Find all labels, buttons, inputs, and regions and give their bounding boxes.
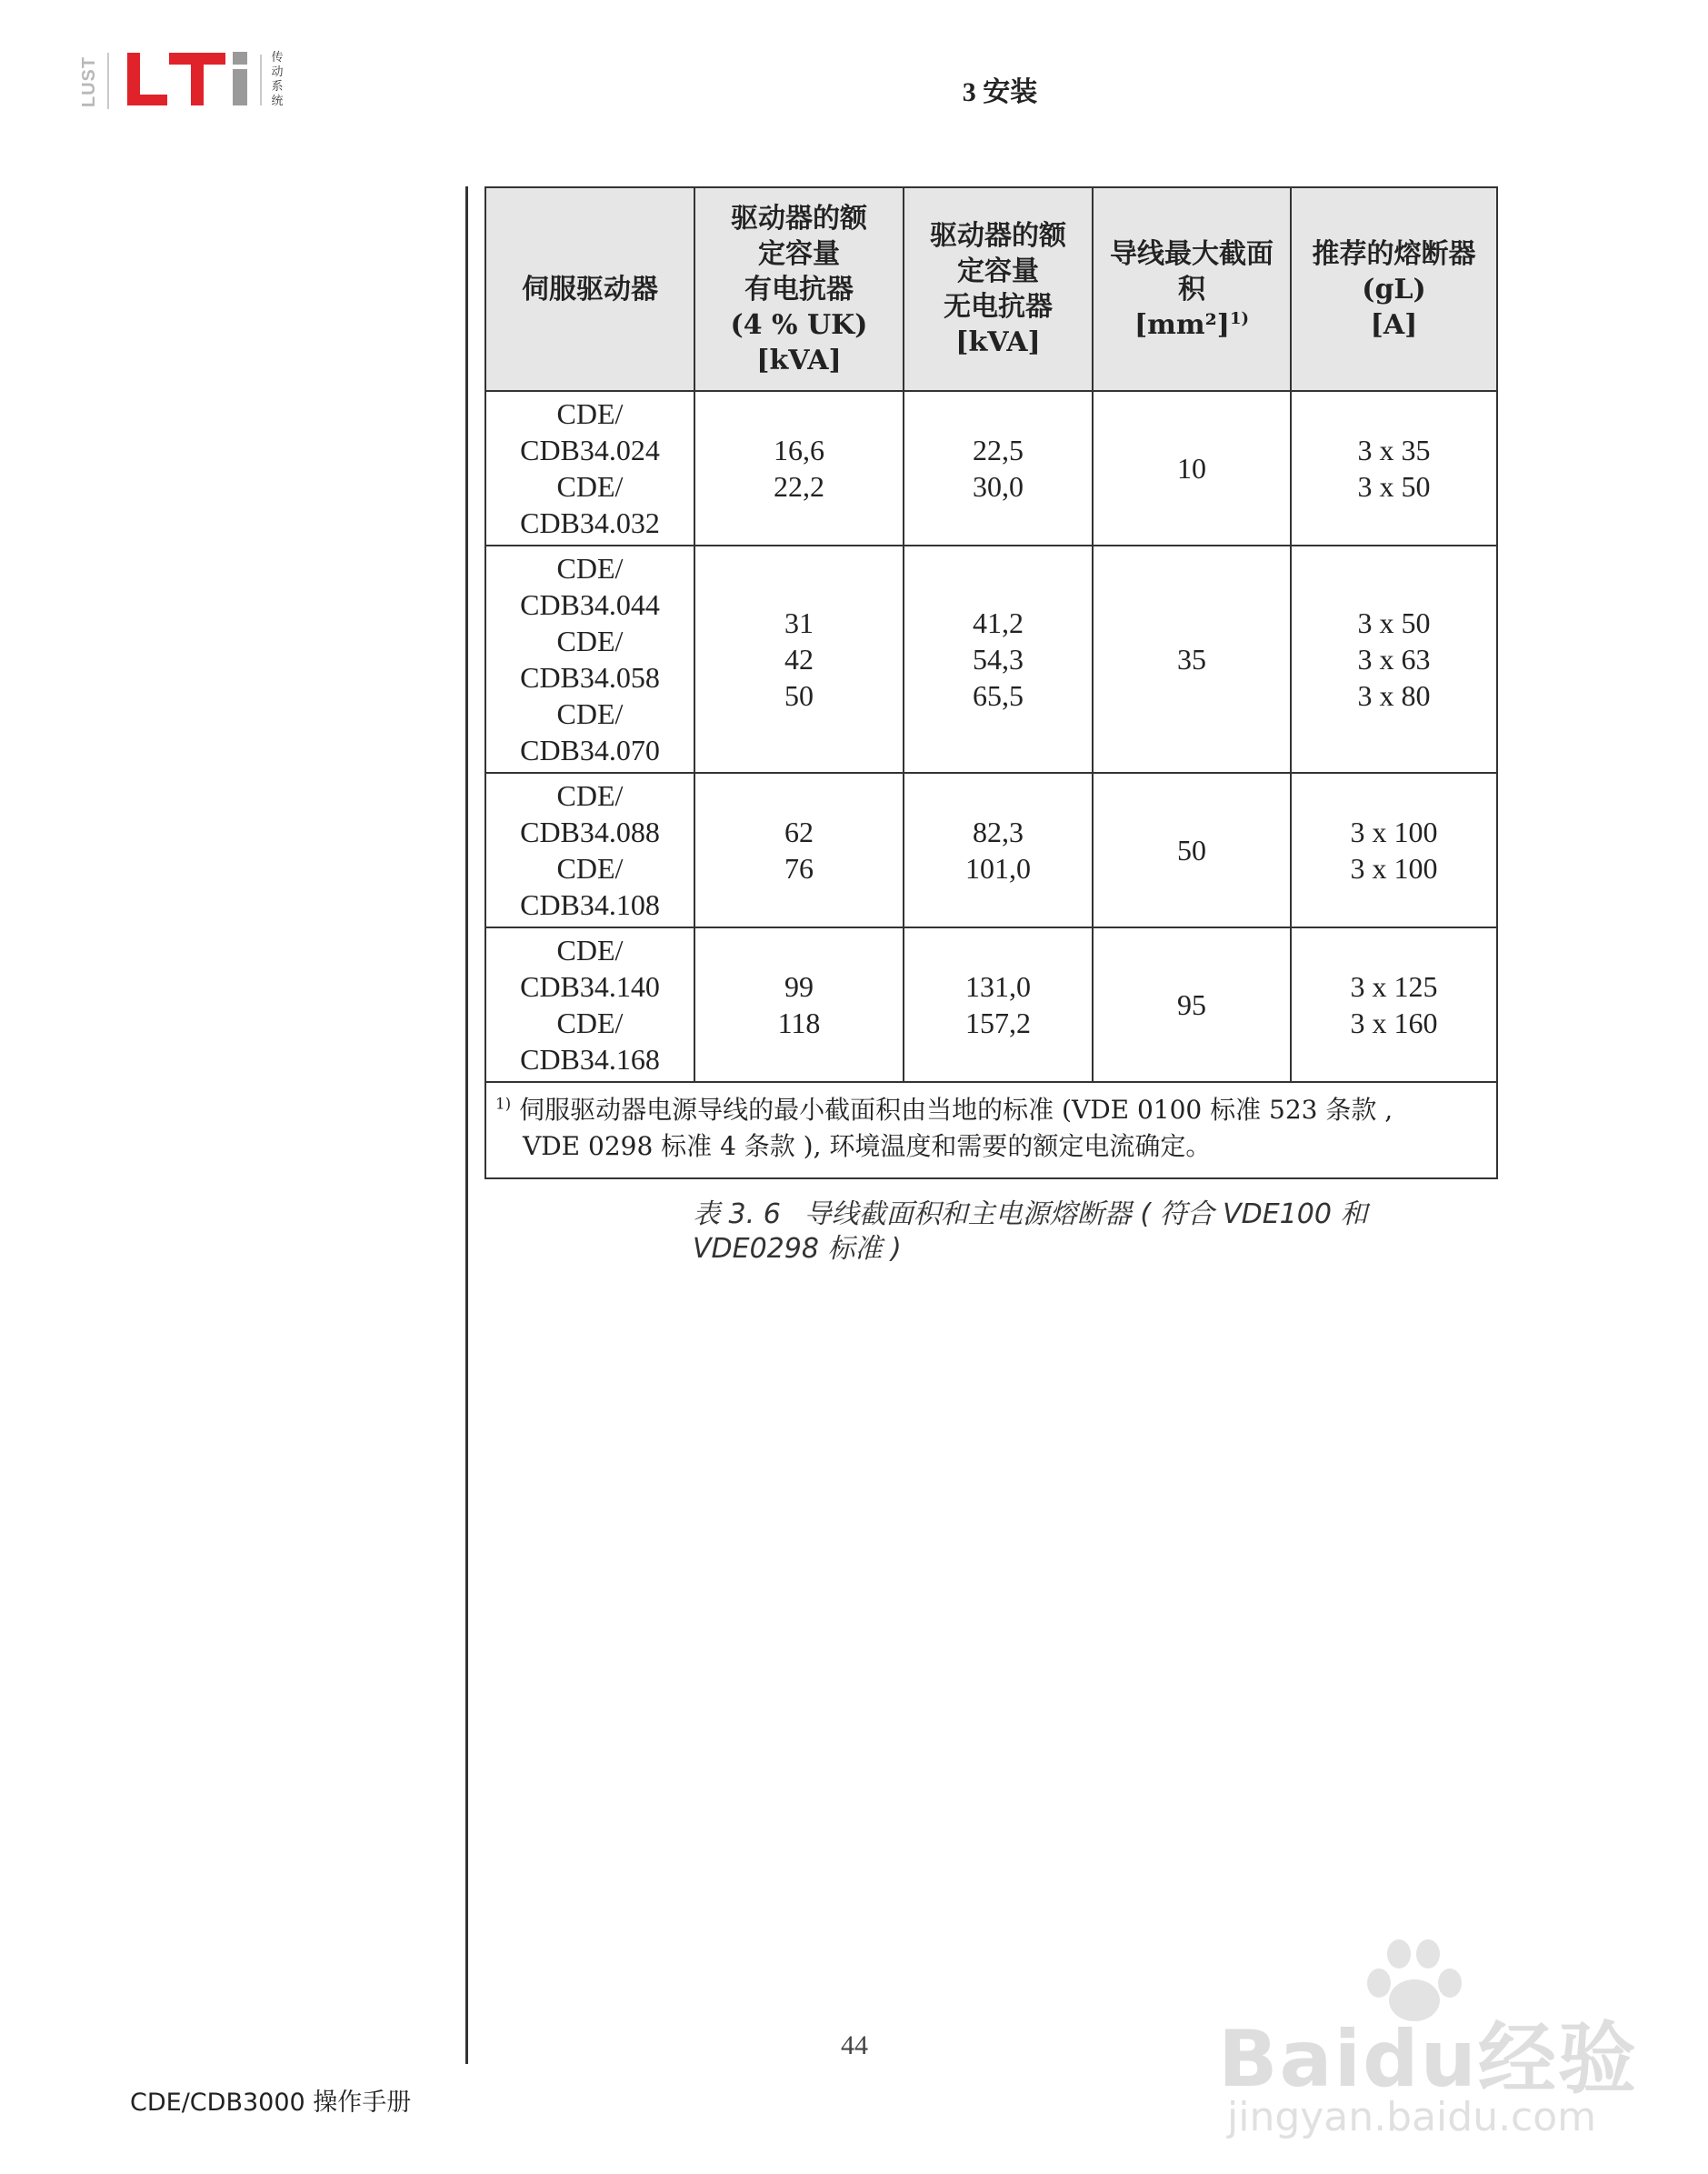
cell-models: CDE/ CDB34.088 CDE/ CDB34.108 — [485, 773, 694, 927]
table-header-row — [485, 187, 1497, 391]
cell-models: CDE/ CDB34.044 CDE/ CDB34.058 CDE/ CDB34.070 — [485, 546, 694, 773]
footnote-line-1: 伺服驱动器电源导线的最小截面积由当地的标准 (VDE 0100 标准 523 条款 , — [519, 1095, 1393, 1125]
footnote-line-2: VDE 0298 标准 4 条款 ), 环境温度和需要的额定电流确定。 — [523, 1131, 1212, 1161]
cell-fuse: 3 x 50 3 x 63 3 x 80 — [1291, 546, 1497, 773]
header-recommended-fuse: 推荐的熔断器 (gL) [A] — [1291, 187, 1497, 391]
lti-letter-l-foot — [127, 95, 167, 105]
manual-title: CDE/CDB3000 操作手册 — [130, 2089, 412, 2117]
spec-table-container — [484, 186, 1496, 1179]
lti-letter-i-dot — [233, 52, 247, 65]
table-footnote — [485, 1082, 1497, 1178]
cell-without-choke: 131,0 157,2 — [904, 927, 1093, 1082]
cell-with-choke: 99 118 — [694, 927, 904, 1082]
cell-cross-section: 95 — [1093, 927, 1291, 1082]
header-servo-drive: 伺服驱动器 — [485, 187, 694, 391]
table-row — [485, 546, 1497, 773]
table-footnote-row — [485, 1082, 1497, 1178]
cell-cross-section: 10 — [1093, 391, 1291, 546]
cell-fuse: 3 x 125 3 x 160 — [1291, 927, 1497, 1082]
cell-fuse: 3 x 100 3 x 100 — [1291, 773, 1497, 927]
header-rating-without-choke: 驱动器的额 定容量 无电抗器 [kVA] — [904, 187, 1093, 391]
table-row — [485, 773, 1497, 927]
logo-tagline: 传动系统 — [271, 51, 284, 108]
margin-rule — [465, 186, 468, 2064]
table-caption — [693, 1197, 1438, 1267]
table-row — [485, 927, 1497, 1082]
cell-without-choke: 22,5 30,0 — [904, 391, 1093, 546]
lust-wordmark: LUST — [78, 55, 99, 108]
section-heading: 3 安装 — [962, 77, 1038, 107]
caption-line-1: 导线截面积和主电源熔断器 ( 符合 VDE100 和 — [804, 1198, 1368, 1230]
cell-fuse: 3 x 35 3 x 50 — [1291, 391, 1497, 546]
cell-models: CDE/ CDB34.024 CDE/ CDB34.032 — [485, 391, 694, 546]
header-rating-with-choke: 驱动器的额 定容量 有电抗器 (4 % UK) [kVA] — [694, 187, 904, 391]
page-number: 44 — [841, 2030, 868, 2060]
lti-letter-t-stem — [191, 53, 204, 105]
lti-letter-i-stem — [233, 69, 247, 105]
baidu-watermark — [1218, 1932, 1645, 2141]
table-row — [485, 391, 1497, 546]
cell-models: CDE/ CDB34.140 CDE/ CDB34.168 — [485, 927, 694, 1082]
header-max-cross-section: 导线最大截面 积 $[mm^2]^{1)}$ — [1093, 187, 1291, 391]
cable-fuse-table — [484, 186, 1498, 1179]
lti-logo — [75, 44, 311, 116]
cell-with-choke: 31 42 50 — [694, 546, 904, 773]
caption-number: 表 3. 6 — [693, 1198, 781, 1230]
logo-divider — [107, 53, 109, 109]
cell-with-choke: 62 76 — [694, 773, 904, 927]
cell-cross-section: 50 — [1093, 773, 1291, 927]
cell-without-choke: 82,3 101,0 — [904, 773, 1093, 927]
footnote-marker: 1) — [495, 1094, 512, 1113]
logo-separator — [260, 55, 262, 105]
watermark-brand: Baidu经验 — [1218, 2014, 1638, 2105]
caption-line-2: VDE0298 标准 ) — [693, 1233, 902, 1265]
watermark-url: jingyan.baidu.com — [1227, 2094, 1597, 2140]
cell-with-choke: 16,6 22,2 — [694, 391, 904, 546]
cell-cross-section: 35 — [1093, 546, 1291, 773]
cell-without-choke: 41,2 54,3 65,5 — [904, 546, 1093, 773]
